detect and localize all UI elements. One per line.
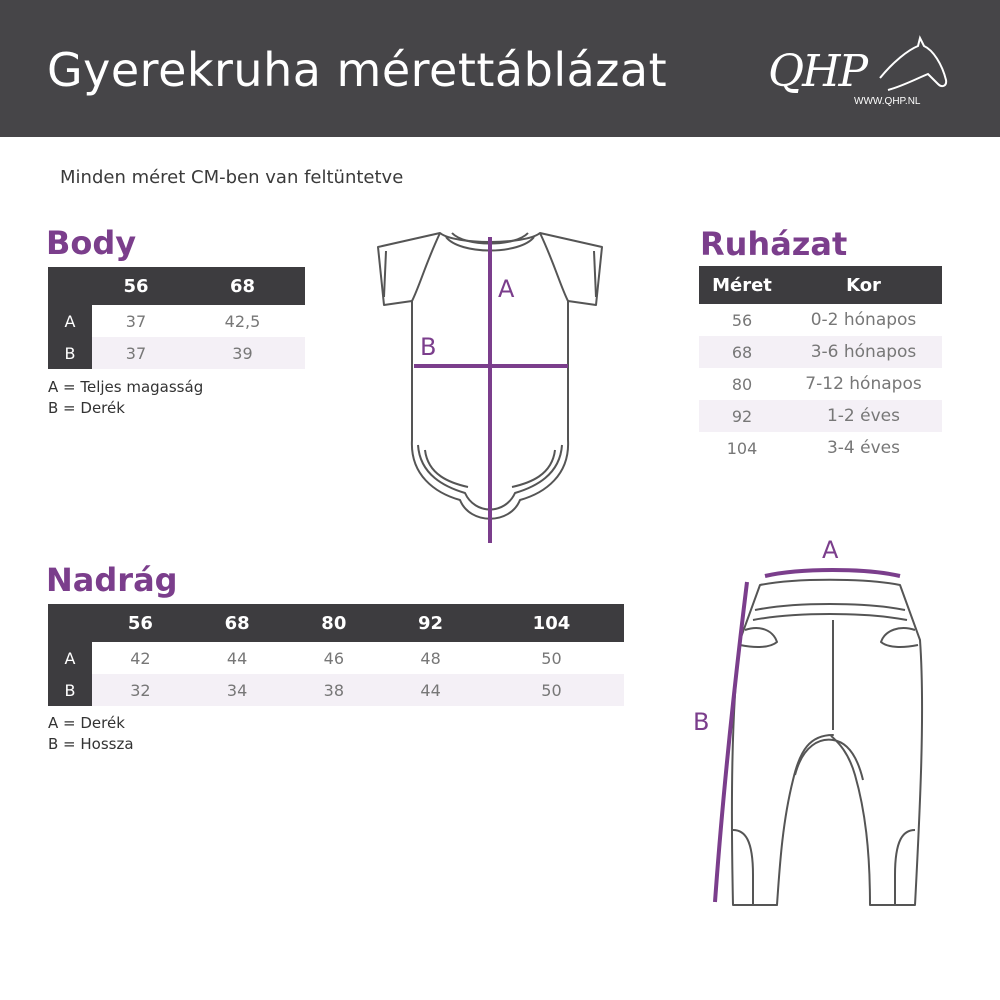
table-cell: 3-4 éves	[826, 438, 900, 458]
page-header	[0, 0, 1000, 137]
logo-text: QHP	[768, 46, 867, 97]
table-row	[699, 368, 942, 400]
table-cell: 37	[92, 337, 180, 369]
table-header-corner	[48, 267, 92, 305]
table-row	[48, 674, 624, 706]
label-a: A	[822, 536, 839, 564]
table-cell: 37	[125, 311, 147, 331]
table-header-corner	[48, 604, 92, 642]
body-size-table	[48, 267, 305, 369]
table-cell: 104	[726, 438, 758, 458]
table-header-row	[699, 266, 942, 304]
table-header-cell: 80	[285, 604, 382, 642]
row-label: A	[48, 642, 92, 674]
label-b: B	[693, 708, 710, 736]
table-cell: 46	[323, 648, 345, 668]
table-header-cell: 104	[479, 604, 624, 642]
trousers-diagram	[685, 530, 955, 915]
table-cell: 42,5	[224, 311, 261, 331]
label-a: A	[498, 275, 515, 303]
table-cell: 38	[285, 674, 382, 706]
bodysuit-diagram	[370, 225, 610, 550]
logo-url: WWW.QHP.NL	[854, 96, 921, 107]
table-cell: 92	[699, 400, 785, 432]
table-row	[699, 336, 942, 368]
legend-item: A = Teljes magasság	[48, 378, 204, 396]
trousers-size-table	[48, 604, 624, 706]
table-row	[699, 400, 942, 432]
table-cell: 44	[382, 674, 479, 706]
table-cell: 68	[699, 336, 785, 368]
table-cell: 39	[180, 337, 305, 369]
trousers-legend	[48, 713, 134, 755]
trousers-section-title: Nadrág	[46, 561, 178, 599]
table-header-cell: 68	[180, 267, 305, 305]
table-cell: 34	[189, 674, 286, 706]
table-cell: 80	[731, 374, 753, 394]
body-legend	[48, 377, 203, 419]
table-cell: 42	[130, 648, 151, 668]
measure-line-a	[765, 570, 900, 576]
table-header-row	[48, 267, 305, 305]
clothing-section-title: Ruházat	[700, 225, 848, 263]
table-row	[48, 337, 305, 369]
table-cell: 44	[226, 648, 248, 668]
measurement-note: Minden méret CM-ben van feltüntetve	[60, 167, 404, 188]
table-header-cell: Méret	[699, 266, 785, 304]
row-label: B	[48, 674, 92, 706]
table-cell: 50	[479, 674, 624, 706]
table-header-cell: Kor	[785, 266, 942, 304]
table-cell: 3-6 hónapos	[785, 336, 942, 368]
table-header-cell: 56	[92, 604, 189, 642]
table-cell: 32	[92, 674, 189, 706]
table-cell: 1-2 éves	[785, 400, 942, 432]
page-title: Gyerekruha mérettáblázat	[47, 43, 668, 97]
legend-item: B = Derék	[48, 399, 125, 417]
table-row	[48, 305, 305, 337]
clothing-size-table	[699, 266, 942, 464]
table-row	[699, 304, 942, 336]
body-section-title: Body	[46, 224, 137, 262]
table-cell: 56	[731, 310, 753, 330]
table-header-row	[48, 604, 624, 642]
table-cell: 48	[420, 648, 441, 668]
legend-item: B = Hossza	[48, 735, 134, 753]
table-row	[48, 642, 624, 674]
qhp-logo	[768, 34, 950, 114]
measure-line-b	[715, 582, 747, 902]
table-cell: 7-12 hónapos	[805, 374, 922, 394]
row-label: B	[48, 337, 92, 369]
table-cell: 0-2 hónapos	[810, 310, 917, 330]
table-cell: 50	[541, 648, 562, 668]
row-label: A	[48, 305, 92, 337]
table-header-cell: 92	[382, 604, 479, 642]
table-row	[699, 432, 942, 464]
table-header-cell: 68	[189, 604, 286, 642]
label-b: B	[420, 333, 437, 361]
table-header-cell: 56	[92, 267, 180, 305]
legend-item: A = Derék	[48, 714, 125, 732]
